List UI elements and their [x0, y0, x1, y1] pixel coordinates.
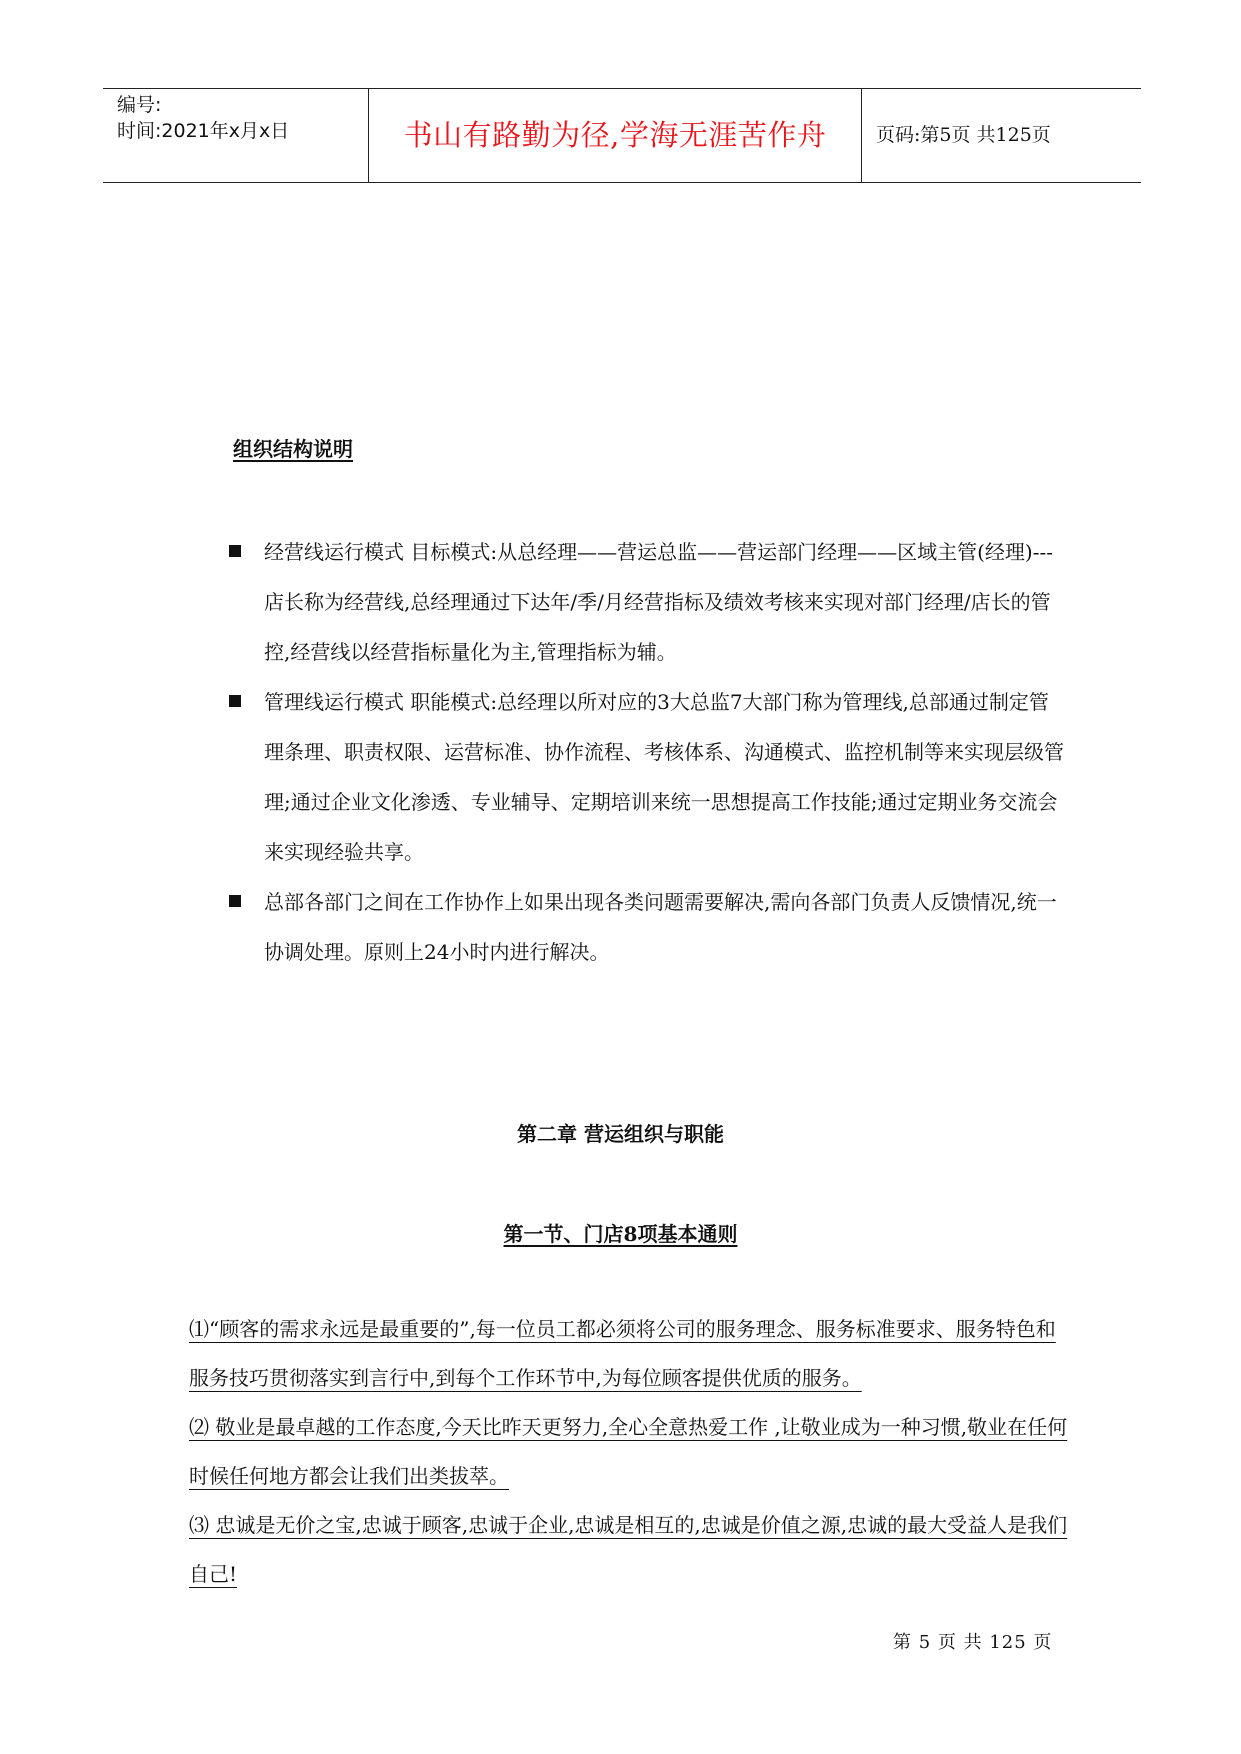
square-bullet-icon [229, 895, 241, 907]
page-footer: 第 5 页 共 125 页 [893, 1632, 1053, 1653]
header-meta-cell [103, 89, 369, 182]
section-title: 组织结构说明 [233, 437, 353, 461]
rule-item: ⑴“顾客的需求永远是最重要的”,每一位员工都必须将公司的服务理念、服务标准要求、服务特色和服务技巧贯彻落实到言行中,到每个工作环节中,为每位顾客提供优质的服务。 [189, 1317, 1056, 1390]
header-page-number: 页码:第5页 共125页 [876, 124, 1051, 146]
bullet-item [225, 677, 1065, 877]
square-bullet-icon [229, 695, 241, 707]
bullet-text: 总部各部门之间在工作协作上如果出现各类问题需要解决,需向各部门负责人反馈情况,统一协调处理。原则上24小时内进行解决。 [264, 890, 1057, 964]
document-time-label: 时间:2021年x月x日 [117, 120, 290, 142]
bullet-text: 经营线运行模式 目标模式:从总经理——营运总监——营运部门经理——区域主管(经理)---店长称为经营线,总经理通过下达年/季/月经营指标及绩效考核来实现对部门经理/店长的管控,经营线以经营指标量化为主,管理指标为辅。 [264, 540, 1053, 664]
bullet-item [225, 877, 1065, 977]
chapter-title: 第二章 营运组织与职能 [517, 1122, 724, 1146]
section-heading: 第一节、门店8项基本通则 [503, 1222, 738, 1246]
page-header [103, 88, 1141, 183]
bullet-list [225, 527, 1065, 977]
rule-list [189, 1305, 1069, 1599]
square-bullet-icon [229, 545, 241, 557]
document-number-label: 编号: [117, 94, 162, 116]
rule-item: ⑶ 忠诚是无价之宝,忠诚于顾客,忠诚于企业,忠诚是相互的,忠诚是价值之源,忠诚的最大受益人是我们自己! [189, 1513, 1068, 1586]
bullet-text: 管理线运行模式 职能模式:总经理以所对应的3大总监7大部门称为管理线,总部通过制定管理条理、职责权限、运营标准、协作流程、考核体系、沟通模式、监控机制等来实现层级管理;通过企业文化渗透、专业辅导、定期培训来统一思想提高工作技能;通过定期业务交流会来实现经验共享。 [264, 690, 1064, 864]
header-motto: 书山有路勤为径,学海无涯苦作舟 [369, 89, 862, 182]
bullet-item [225, 527, 1065, 677]
rule-item: ⑵ 敬业是最卓越的工作态度,今天比昨天更努力,全心全意热爱工作 ,让敬业成为一种习惯,敬业在任何时候任何地方都会让我们出类拔萃。 [189, 1415, 1068, 1488]
